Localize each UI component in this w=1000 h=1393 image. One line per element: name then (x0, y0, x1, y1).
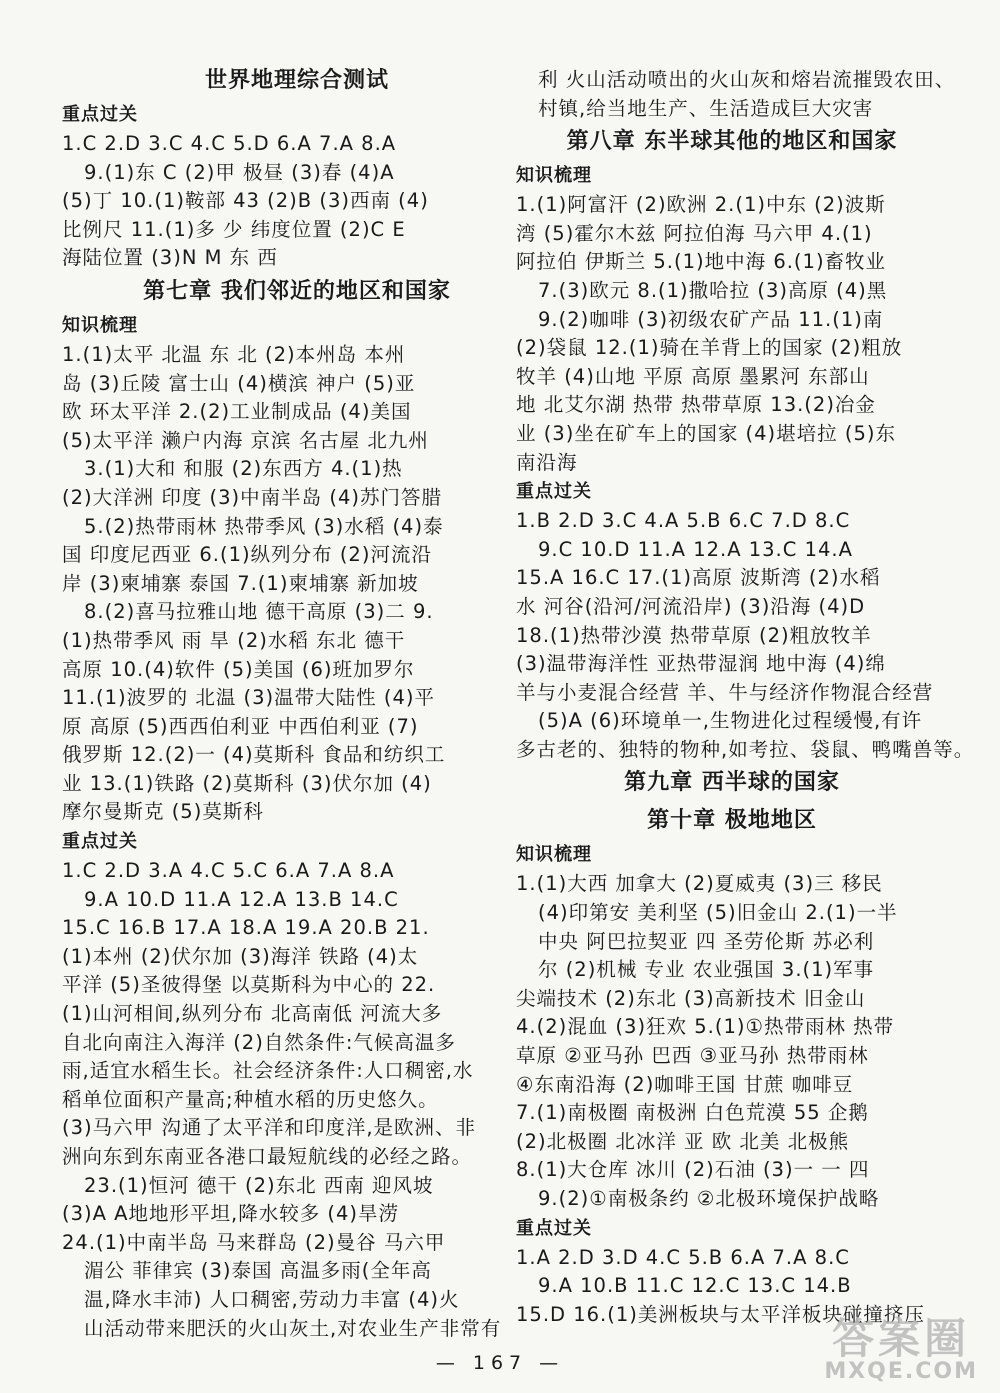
answer-line: 湾 (5)霍尔木兹 阿拉伯海 马六甲 4.(1) (516, 221, 873, 245)
answer-line: (5)A (6)环境单一,生物进化过程缓慢,有许 (538, 709, 923, 733)
answer-line: (2)袋鼠 12.(1)骑在羊背上的国家 (2)粗放 (516, 336, 903, 360)
section-heading: 重点过关 (62, 104, 138, 125)
answer-line: 南沿海 (516, 450, 578, 474)
answer-line: 利 火山活动喷出的火山灰和熔岩流摧毁农田、 (538, 68, 956, 91)
answer-line: (1)山河相间,纵列分布 北高南低 河流大多 (62, 1002, 443, 1026)
answer-line: 摩尔曼斯克 (5)莫斯科 (62, 800, 264, 824)
answer-line: 9.A 10.D 11.A 12.A 13.B 14.C (84, 887, 399, 911)
answer-line: 岛 (3)丘陵 富士山 (4)横滨 神户 (5)亚 (62, 371, 416, 395)
answer-line: 稻单位面积产量高;种植水稻的历史悠久。 (62, 1087, 439, 1111)
answer-line: 18.(1)热带沙漠 热带草原 (2)粗放牧羊 (516, 623, 872, 647)
answer-line: 中央 阿巴拉契亚 四 圣劳伦斯 苏必利 (538, 929, 875, 953)
right-column (516, 66, 975, 1329)
answer-line: 23.(1)恒河 德干 (2)东北 西南 迎风坡 (84, 1173, 434, 1197)
answer-line: 7.(3)欧元 8.(1)撒哈拉 (3)高原 (4)黑 (538, 278, 888, 302)
chapter-title: 第七章 我们邻近的地区和国家 (143, 278, 451, 304)
answer-line: 9.(2)咖啡 (3)初级农矿产品 11.(1)南 (538, 307, 884, 331)
answer-line: 3.(1)大和 和服 (2)东西方 4.(1)热 (84, 457, 403, 481)
answer-line: 欧 环太平洋 2.(2)工业制成品 (4)美国 (62, 400, 412, 424)
watermark-logo (824, 1314, 978, 1384)
answer-line: (3)A A地地形平坦,降水较多 (4)旱涝 (62, 1202, 400, 1226)
answer-line: 4.(2)混血 (3)狂欢 5.(1)①热带雨林 热带 (516, 1015, 895, 1039)
answer-line: (5)太平洋 濑户内海 京滨 名古屋 北九州 (62, 428, 429, 452)
answer-line: 8.(1)大仓库 冰川 (2)石油 (3)一 一 四 (516, 1158, 870, 1182)
left-column (62, 62, 532, 1343)
answer-line: (3)马六甲 沟通了太平洋和印度洋,是欧洲、非 (62, 1116, 477, 1140)
watermark-url: MXQE.COM (824, 1359, 978, 1384)
answer-line: 高原 10.(4)软件 (5)美国 (6)班加罗尔 (62, 657, 415, 681)
answer-line: 24.(1)中南半岛 马来群岛 (2)曼谷 马六甲 (62, 1230, 446, 1254)
answer-line: 原 高原 (5)西西伯利亚 中西伯利亚 (7) (62, 714, 419, 738)
answer-line: 俄罗斯 12.(2)一 (4)莫斯科 食品和纺织工 (62, 743, 446, 767)
watermark-text: 答案圈 (832, 1314, 971, 1363)
answer-line: 1.A 2.D 3.D 4.C 5.B 6.A 7.A 8.C (516, 1245, 850, 1269)
answer-line: (1)本州 (2)伏尔加 (3)海洋 铁路 (4)太 (62, 944, 419, 968)
answer-line: ④东南沿海 (2)咖啡王国 甘蔗 咖啡豆 (516, 1072, 854, 1096)
answer-line: 5.(2)热带雨林 热带季风 (3)水稻 (4)泰 (84, 514, 444, 538)
answer-line: 15.C 16.B 17.A 18.A 19.A 20.B 21. (62, 916, 430, 940)
answer-line: 温,降水丰沛) 人口稠密,劳动力丰富 (4)火 (84, 1287, 460, 1311)
answer-line: 雨,适宜水稻生长。社会经济条件:人口稠密,水 (62, 1059, 474, 1083)
answer-line: 尖端技术 (2)东北 (3)高新技术 旧金山 (516, 986, 866, 1010)
answer-line: 村镇,给当地生产、生活造成巨大灾害 (538, 96, 874, 120)
section-heading: 知识梳理 (516, 165, 592, 187)
answer-line: 比例尺 11.(1)多 少 纬度位置 (2)C E (62, 217, 406, 241)
answer-line: 草原 ②亚马孙 巴西 ③亚马孙 热带雨林 (516, 1044, 869, 1068)
answer-line: 15.A 16.C 17.(1)高原 波斯湾 (2)水稻 (516, 566, 881, 590)
answer-line: 洲向东到东南亚各港口最短航线的必经之路。 (62, 1145, 473, 1168)
answer-line: 业 13.(1)铁路 (2)莫斯科 (3)伏尔加 (4) (62, 771, 432, 795)
answer-line: 国 印度尼西亚 6.(1)纵列分布 (2)河流沿 (62, 543, 432, 567)
answer-line: 多古老的、独特的物种,如考拉、袋鼠、鸭嘴兽等。 (516, 737, 975, 761)
answer-line: 自北向南注入海洋 (2)自然条件:气候高温多 (62, 1030, 456, 1054)
answer-line: 8.(2)喜马拉雅山地 德干高原 (3)二 9. (84, 600, 434, 624)
answer-line: 9.(2)①南极条约 ②北极环境保护战略 (538, 1187, 880, 1210)
answer-line: 7.(1)南极圈 南极洲 白色荒漠 55 企鹅 (516, 1101, 869, 1125)
answer-line: 11.(1)波罗的 北温 (3)温带大陆性 (4)平 (62, 686, 435, 710)
chapter-title: 第十章 极地地区 (647, 808, 817, 834)
answer-line: 岸 (3)柬埔寨 泰国 7.(1)柬埔寨 新加坡 (62, 571, 419, 595)
answer-line: 9.A 10.B 11.C 12.C 13.C 14.B (538, 1274, 852, 1298)
chapter-title: 第八章 东半球其他的地区和国家 (566, 129, 898, 155)
answer-line: 1.C 2.D 3.A 4.C 5.C 6.A 7.A 8.A (62, 859, 395, 883)
section-heading: 重点过关 (516, 1217, 592, 1239)
page-number: — 167 — (435, 1352, 565, 1374)
answer-line: 地 北艾尔湖 热带 热带草原 13.(2)冶金 (516, 393, 876, 417)
answer-line: 海陆位置 (3)N M 东 西 (62, 246, 278, 270)
answer-line: 平洋 (5)圣彼得堡 以莫斯科为中心的 22. (62, 973, 436, 997)
answer-line: 1.(1)大西 加拿大 (2)夏威夷 (3)三 移民 (516, 872, 883, 896)
answer-line: 1.B 2.D 3.C 4.A 5.B 6.C 7.D 8.C (516, 509, 851, 533)
chapter-title: 第九章 西半球的国家 (624, 770, 840, 796)
chapter-title: 世界地理综合测试 (204, 68, 389, 93)
answer-line: (2)大洋洲 印度 (3)中南半岛 (4)苏门答腊 (62, 485, 442, 509)
answer-line: 9.(1)东 C (2)甲 极昼 (3)春 (4)A (84, 160, 395, 184)
answer-line: 业 (3)坐在矿车上的国家 (4)堪培拉 (5)东 (516, 421, 896, 445)
section-heading: 知识梳理 (62, 314, 138, 336)
answer-line: 1.C 2.D 3.C 4.C 5.D 6.A 7.A 8.A (62, 132, 397, 155)
section-heading: 重点过关 (62, 831, 138, 853)
section-heading: 知识梳理 (516, 844, 592, 866)
answer-line: 1.(1)太平 北温 东 北 (2)本州岛 本州 (62, 342, 406, 366)
answer-line: 水 河谷(沿河/河流沿岸) (3)沿海 (4)D (516, 594, 866, 618)
answer-line: 羊与小麦混合经营 羊、牛与经济作物混合经营 (516, 680, 934, 704)
answer-line: 15.D 16.(1)美洲板块与太平洋板块碰撞挤压 (516, 1302, 925, 1326)
answer-line: 阿拉伯 伊斯兰 5.(1)地中海 6.(1)畜牧业 (516, 250, 887, 274)
answer-line: 山活动带来肥沃的火山灰土,对农业生产非常有 (84, 1316, 502, 1340)
answer-line: 尔 (2)机械 专业 农业强国 3.(1)军事 (538, 958, 875, 982)
answer-line: (1)热带季风 雨 旱 (2)水稻 东北 德干 (62, 628, 406, 652)
answer-line: 1.(1)阿富汗 (2)欧洲 2.(1)中东 (2)波斯 (516, 193, 886, 217)
answer-line: (5)丁 10.(1)鞍部 43 (2)B (3)西南 (4) (62, 189, 429, 213)
answer-line: (2)北极圈 北冰洋 亚 欧 北美 北极熊 (516, 1129, 850, 1153)
answer-line: (4)印第安 美利坚 (5)旧金山 2.(1)一半 (538, 901, 898, 925)
answer-line: 9.C 10.D 11.A 12.A 13.C 14.A (538, 537, 853, 561)
section-heading: 重点过关 (516, 481, 592, 503)
answer-line: 牧羊 (4)山地 平原 高原 墨累河 东部山 (516, 364, 870, 388)
answer-line: (3)温带海洋性 亚热带湿润 地中海 (4)绵 (516, 652, 886, 676)
answer-line: 湄公 菲律宾 (3)泰国 高温多雨(全年高 (84, 1259, 432, 1283)
